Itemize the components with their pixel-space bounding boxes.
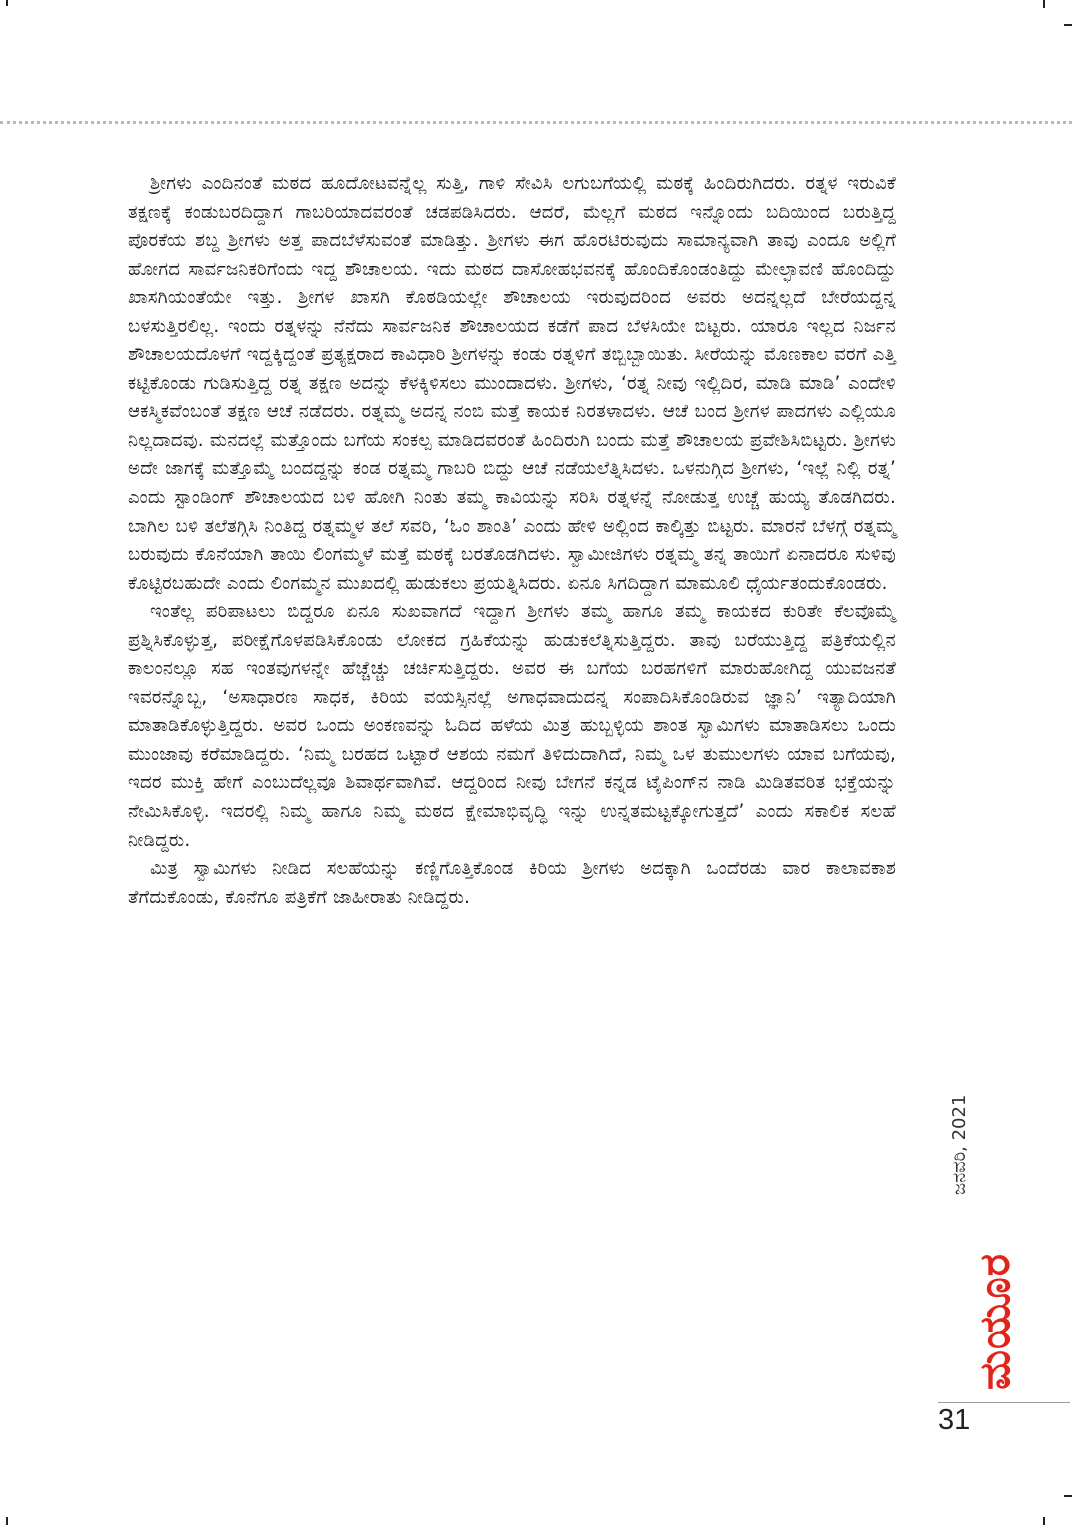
header-dotted-rule xyxy=(0,121,1072,124)
paragraph-1: ಶ್ರೀಗಳು ಎಂದಿನಂತೆ ಮಠದ ಹೂದೋಟವನ್ನೆಲ್ಲ ಸುತ್ತಿ, ಗಾಳಿ ಸೇವಿಸಿ ಲಗುಬಗೆಯಲ್ಲಿ ಮಠಕ್ಕೆ ಹಿಂದಿರುಗಿದರು. ರತ್ನಳ ಇರುವಿಕೆ ತಕ್ಷಣಕ್ಕೆ ಕಂಡುಬರದಿದ್ದಾಗ ಗಾಬರಿಯಾದವರಂತೆ ಚಡಪಡಿಸಿದರು. ಆದರೆ, ಮೆಲ್ಲಗೆ ಮಠದ ಇನ್ನೊಂದು ಬದಿಯಿಂದ ಬರುತ್ತಿದ್ದ ಪೊರಕೆಯ ಶಬ್ದ ಶ್ರೀಗಳು ಅತ್ತ ಪಾದಬೆಳೆಸುವಂತೆ ಮಾಡಿತ್ತು. ಶ್ರೀಗಳು ಈಗ ಹೊರಟಿರುವುದು ಸಾಮಾನ್ಯವಾಗಿ ತಾವು ಎಂದೂ ಅಲ್ಲಿಗೆ ಹೋಗದ ಸಾರ್ವಜನಿಕರಿಗೆಂದು ಇದ್ದ ಶೌಚಾಲಯ. ಇದು ಮಠದ ದಾಸೋಹಭವನಕ್ಕೆ ಹೊಂದಿಕೊಂಡಂತಿದ್ದು ಮೇಲ್ಛಾವಣಿ ಹೊಂದಿದ್ದು ಖಾಸಗಿಯಂತೆಯೇ ಇತ್ತು. ಶ್ರೀಗಳ ಖಾಸಗಿ ಕೊಠಡಿಯಲ್ಲೇ ಶೌಚಾಲಯ ಇರುವುದರಿಂದ ಅವರು ಅದನ್ನಲ್ಲದೆ ಬೇರೆಯದ್ದನ್ನ ಬಳಸುತ್ತಿರಲಿಲ್ಲ. ಇಂದು ರತ್ನಳನ್ನು ನೆನೆದು ಸಾರ್ವಜನಿಕ ಶೌಚಾಲಯದ ಕಡೆಗೆ ಪಾದ ಬೆಳಸಿಯೇ ಬಿಟ್ಟರು. ಯಾರೂ ಇಲ್ಲದ ನಿರ್ಜನ ಶೌಚಾಲಯದೊಳಗೆ ಇದ್ದಕ್ಕಿದ್ದಂತೆ ಪ್ರತ್ಯಕ್ಷರಾದ ಕಾವಿಧಾರಿ ಶ್ರೀಗಳನ್ನು ಕಂಡು ರತ್ನಳಿಗೆ ತಬ್ಬಿಬ್ಬಾಯಿತು. ಸೀರೆಯನ್ನು ಮೊಣಕಾಲ ವರಗೆ ಎತ್ತಿ ಕಟ್ಟಿಕೊಂಡು ಗುಡಿಸುತ್ತಿದ್ದ ರತ್ನ ತಕ್ಷಣ ಅದನ್ನು ಕೆಳಕ್ಕಿಳಿಸಲು ಮುಂದಾದಳು. ಶ್ರೀಗಳು, ‘ರತ್ನ ನೀವು ಇಲ್ಲಿದಿರ, ಮಾಡಿ ಮಾಡಿ’ ಎಂದೇಳಿ ಆಕಸ್ಮಿಕವೆಂಬಂತೆ ತಕ್ಷಣ ಆಚೆ ನಡೆದರು. ರತ್ನಮ್ಮ ಅದನ್ನ ನಂಬಿ ಮತ್ತೆ ಕಾಯಕ ನಿರತಳಾದಳು. ಆಚೆ ಬಂದ ಶ್ರೀಗಳ ಪಾದಗಳು ಎಲ್ಲಿಯೂ ನಿಲ್ಲದಾದವು. ಮನದಲ್ಲೆ ಮತ್ತೊಂದು ಬಗೆಯ ಸಂಕಲ್ಪ ಮಾಡಿದವರಂತೆ ಹಿಂದಿರುಗಿ ಬಂದು ಮತ್ತೆ ಶೌಚಾಲಯ ಪ್ರವೇಶಿಸಿಬಿಟ್ಟರು. ಶ್ರೀಗಳು ಅದೇ ಜಾಗಕ್ಕೆ ಮತ್ತೊಮ್ಮೆ ಬಂದದ್ದನ್ನು ಕಂಡ ರತ್ನಮ್ಮ ಗಾಬರಿ ಬಿದ್ದು ಆಚೆ ನಡೆಯಲೆತ್ನಿಸಿದಳು. ಒಳನುಗ್ಗಿದ ಶ್ರೀಗಳು, ‘ಇಲ್ಲೆ ನಿಲ್ಲಿ ರತ್ನ’ ಎಂದು ಸ್ಟಾಂಡಿಂಗ್ ಶೌಚಾಲಯದ ಬಳಿ ಹೋಗಿ ನಿಂತು ತಮ್ಮ ಕಾವಿಯನ್ನು ಸರಿಸಿ ರತ್ನಳನ್ನೆ ನೋಡುತ್ತ ಉಚ್ಚೆ ಹುಯ್ಯ ತೊಡಗಿದರು. ಬಾಗಿಲ ಬಳಿ ತಲೆತಗ್ಗಿಸಿ ನಿಂತಿದ್ದ ರತ್ನಮ್ಮಳ ತಲೆ ಸವರಿ, ‘ಓಂ ಶಾಂತಿ’ ಎಂದು ಹೇಳಿ ಅಲ್ಲಿಂದ ಕಾಲ್ಕಿತ್ತು ಬಿಟ್ಟರು. ಮಾರನೆ ಬೆಳಗ್ಗೆ ರತ್ನಮ್ಮ ಬರುವುದು ಕೊನೆಯಾಗಿ ತಾಯಿ ಲಿಂಗಮ್ಮಳೆ ಮತ್ತೆ ಮಠಕ್ಕೆ ಬರತೊಡಗಿದಳು. ಸ್ವಾಮೀಜಿಗಳು ರತ್ನಮ್ಮ ತನ್ನ ತಾಯಿಗೆ ಏನಾದರೂ ಸುಳಿವು ಕೊಟ್ಟಿರಬಹುದೇ ಎಂದು ಲಿಂಗಮ್ಮನ ಮುಖದಲ್ಲಿ ಹುಡುಕಲು ಪ್ರಯತ್ನಿಸಿದರು. ಏನೂ ಸಿಗದಿದ್ದಾಗ ಮಾಮೂಲಿ ಧೈರ್ಯತಂದುಕೊಂಡರು. xyxy=(128,173,896,594)
paragraph-2: ಇಂತೆಲ್ಲ ಪರಿಪಾಟಲು ಬಿದ್ದರೂ ಏನೂ ಸುಖವಾಗದೆ ಇದ್ದಾಗ ಶ್ರೀಗಳು ತಮ್ಮ ಹಾಗೂ ತಮ್ಮ ಕಾಯಕದ ಕುರಿತೇ ಕೆಲವೊಮ್ಮೆ ಪ್ರಶ್ನಿಸಿಕೊಳ್ಳುತ್ತ, ಪರೀಕ್ಷೆಗೊಳಪಡಿಸಿಕೊಂಡು ಲೋಕದ ಗ್ರಹಿಕೆಯನ್ನು ಹುಡುಕಲೆತ್ನಿಸುತ್ತಿದ್ದರು. ತಾವು ಬರೆಯುತ್ತಿದ್ದ ಪತ್ರಿಕೆಯಲ್ಲಿನ ಕಾಲಂನಲ್ಲೂ ಸಹ ಇಂತವುಗಳನ್ನೇ ಹೆಚ್ಚೆಚ್ಚು ಚರ್ಚಿಸುತ್ತಿದ್ದರು. ಅವರ ಈ ಬಗೆಯ ಬರಹಗಳಿಗೆ ಮಾರುಹೋಗಿದ್ದ ಯುವಜನತೆ ಇವರನ್ನೊಬ್ಬ, ‘ಅಸಾಧಾರಣ ಸಾಧಕ, ಕಿರಿಯ ವಯಸ್ಸಿನಲ್ಲೆ ಅಗಾಧವಾದುದನ್ನ ಸಂಪಾದಿಸಿಕೊಂಡಿರುವ ಜ್ಞಾನಿ’ ಇತ್ಯಾದಿಯಾಗಿ ಮಾತಾಡಿಕೊಳ್ಳುತ್ತಿದ್ದರು. ಅವರ ಒಂದು ಅಂಕಣವನ್ನು ಓದಿದ ಹಳೆಯ ಮಿತ್ರ ಹುಬ್ಬಳ್ಳಿಯ ಶಾಂತ ಸ್ವಾಮಿಗಳು ಮಾತಾಡಿಸಲು ಒಂದು ಮುಂಜಾವು ಕರೆಮಾಡಿದ್ದರು. ‘ನಿಮ್ಮ ಬರಹದ ಒಟ್ಟಾರೆ ಆಶಯ ನಮಗೆ ತಿಳಿದುದಾಗಿದೆ, ನಿಮ್ಮ ಒಳ ತುಮುಲಗಳು ಯಾವ ಬಗೆಯವು, ಇದರ ಮುಕ್ತಿ ಹೇಗೆ ಎಂಬುದೆಲ್ಲವೂ ಶಿವಾರ್ಥವಾಗಿವೆ. ಆದ್ದರಿಂದ ನೀವು ಬೇಗನೆ ಕನ್ನಡ ಟೈಪಿಂಗ್‌ನ ನಾಡಿ ಮಿಡಿತವರಿತ ಭಕ್ತೆಯನ್ನು ನೇಮಿಸಿಕೊಳ್ಳಿ. ಇದರಲ್ಲಿ ನಿಮ್ಮ ಹಾಗೂ ನಿಮ್ಮ ಮಠದ ಕ್ಷೇಮಾಭಿವೃದ್ಧಿ ಇನ್ನು ಉನ್ನತಮಟ್ಟಕ್ಕೋಗುತ್ತದೆ’ ಎಂದು ಸಕಾಲಿಕ ಸಲಹೆ ನೀಡಿದ್ದರು. xyxy=(128,601,896,851)
magazine-logo: ಮಯೂರ xyxy=(970,1253,1019,1390)
crop-mark-bottom-left xyxy=(6,1517,8,1525)
folio-rule xyxy=(938,1402,1070,1403)
crop-mark-top-left xyxy=(6,0,8,6)
crop-mark-top-right xyxy=(1043,0,1045,8)
crop-mark-right-lower xyxy=(1064,1495,1072,1497)
paragraph-3: ಮಿತ್ರ ಸ್ವಾಮಿಗಳು ನೀಡಿದ ಸಲಹೆಯನ್ನು ಕಣ್ಣಿಗೊತ್ತಿಕೊಂಡ ಕಿರಿಯ ಶ್ರೀಗಳು ಅದಕ್ಕಾಗಿ ಒಂದೆರಡು ವಾರ ಕಾಲಾವಕಾಶ ತೆಗೆದುಕೊಂಡು, ಕೊನೆಗೂ ಪತ್ರಿಕೆಗೆ ಜಾಹೀರಾತು ನೀಡಿದ್ದರು. xyxy=(128,858,896,908)
article-body xyxy=(128,170,896,912)
crop-mark-right-upper xyxy=(1064,24,1072,26)
page-number: 31 xyxy=(938,1404,971,1436)
issue-date: ಜನವರಿ, 2021 xyxy=(949,1094,970,1195)
crop-mark-bottom-right xyxy=(1043,1517,1045,1525)
